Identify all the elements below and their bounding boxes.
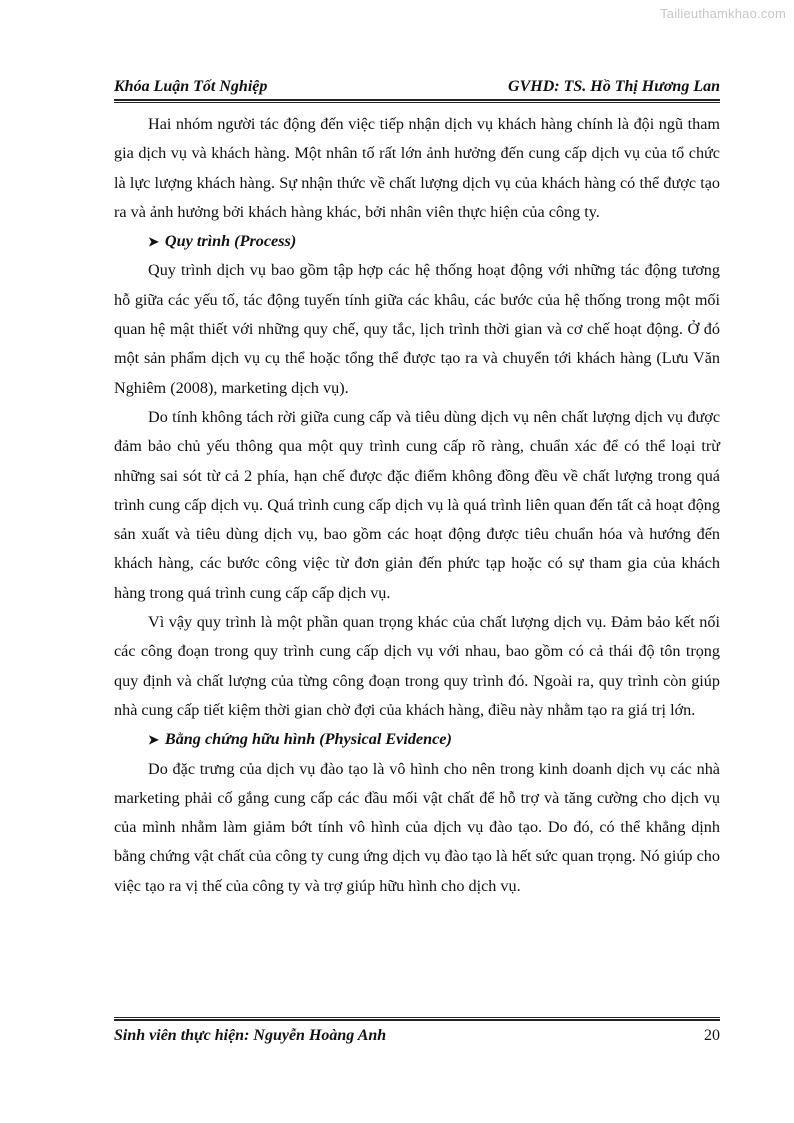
paragraph: Hai nhóm người tác động đến việc tiếp nhận dịch vụ khách hàng chính là đội ngũ tham gia dịch vụ và khách hàng. Một nhân tố rất lớn ảnh hưởng đến cung cấp dịch vụ của tổ chức là lực lượng khách hàng. Sự nhận thức về chất lượng dịch vụ của khách hàng có thể được tạo ra và ảnh hưởng bởi khách hàng khác, bởi nhân viên thực hiện của công ty. <box>114 115 720 221</box>
heading-text: Quy trình (Process) <box>164 232 297 251</box>
document-body <box>114 110 720 901</box>
arrow-bullet-icon: ➤ <box>148 732 159 748</box>
paragraph: Do tính không tách rời giữa cung cấp và tiêu dùng dịch vụ nên chất lượng dịch vụ được đảm bảo chủ yếu thông qua một quy trình cung cấp rõ ràng, chuẩn xác để có thể loại trừ những sai sót từ cả 2 phía, hạn chế được đặc điểm không đồng đều về chất lượng trong quá trình cung cấp dịch vụ. Quá trình cung cấp dịch vụ là quá trình liên quan đến tất cả hoạt động sản xuất và tiêu dùng dịch vụ, bao gồm các hoạt động được tiêu chuẩn hóa và hướng đến khách hàng, các bước công việc từ đơn giản đến phức tạp hoặc có sự tham gia của khách hàng trong quá trình cung cấp cấp dịch vụ. <box>114 407 720 602</box>
header-rule <box>114 99 720 103</box>
header-thesis-title: Khóa Luận Tốt Nghiệp <box>114 78 268 95</box>
paragraph: Vì vậy quy trình là một phần quan trọng khác của chất lượng dịch vụ. Đảm bảo kết nối các công đoạn trong quy trình cung cấp dịch vụ với nhau, bao gồm có cả thái độ tôn trọng quy định và chất lượng của từng công đoạn trong quy trình đó. Ngoài ra, quy trình còn giúp nhà cung cấp tiết kiệm thời gian chờ đợi của khách hàng, điều này nhằm tạo ra giá trị lớn. <box>114 613 720 719</box>
paragraph: Quy trình dịch vụ bao gồm tập hợp các hệ thống hoạt động với những tác động tương hỗ giữa các yếu tố, tác động tuyến tính giữa các khâu, các bước của hệ thống trong một mối quan hệ mật thiết với những quy chế, quy tắc, lịch trình thời gian và cơ chế hoạt động. Ở đó một sản phẩm dịch vụ cụ thể hoặc tổng thể được tạo ra và chuyển tới khách hàng (Lưu Văn Nghiêm (2008), marketing dịch vụ). <box>114 261 720 397</box>
heading-text: Bằng chứng hữu hình (Physical Evidence) <box>164 730 452 749</box>
footer-student: Sinh viên thực hiện: Nguyễn Hoàng Anh <box>114 1027 387 1044</box>
arrow-bullet-icon: ➤ <box>148 234 159 250</box>
section-heading-process <box>114 227 720 256</box>
header-advisor: GVHD: TS. Hồ Thị Hương Lan <box>508 78 720 95</box>
section-heading-physical-evidence <box>114 725 720 754</box>
page-header <box>114 78 720 96</box>
paragraph: Do đặc trưng của dịch vụ đào tạo là vô hình cho nên trong kinh doanh dịch vụ các nhà marketing phải cố gắng cung cấp các đầu mối vật chất để hỗ trợ và tăng cường cho dịch vụ của mình nhằm làm giảm bớt tính vô hình của dịch vụ đào tạo. Do đó, có thể khẳng dịnh bằng chứng vật chất của công ty cung ứng dịch vụ đào tạo là hết sức quan trọng. Nó giúp cho việc tạo ra vị thế của công ty và trợ giúp hữu hình cho dịch vụ. <box>114 759 720 895</box>
watermark: Tailieuthamkhao.com <box>660 6 786 21</box>
page-number: 20 <box>704 1027 720 1044</box>
footer-rule <box>114 1017 720 1021</box>
page-footer <box>114 1027 720 1045</box>
